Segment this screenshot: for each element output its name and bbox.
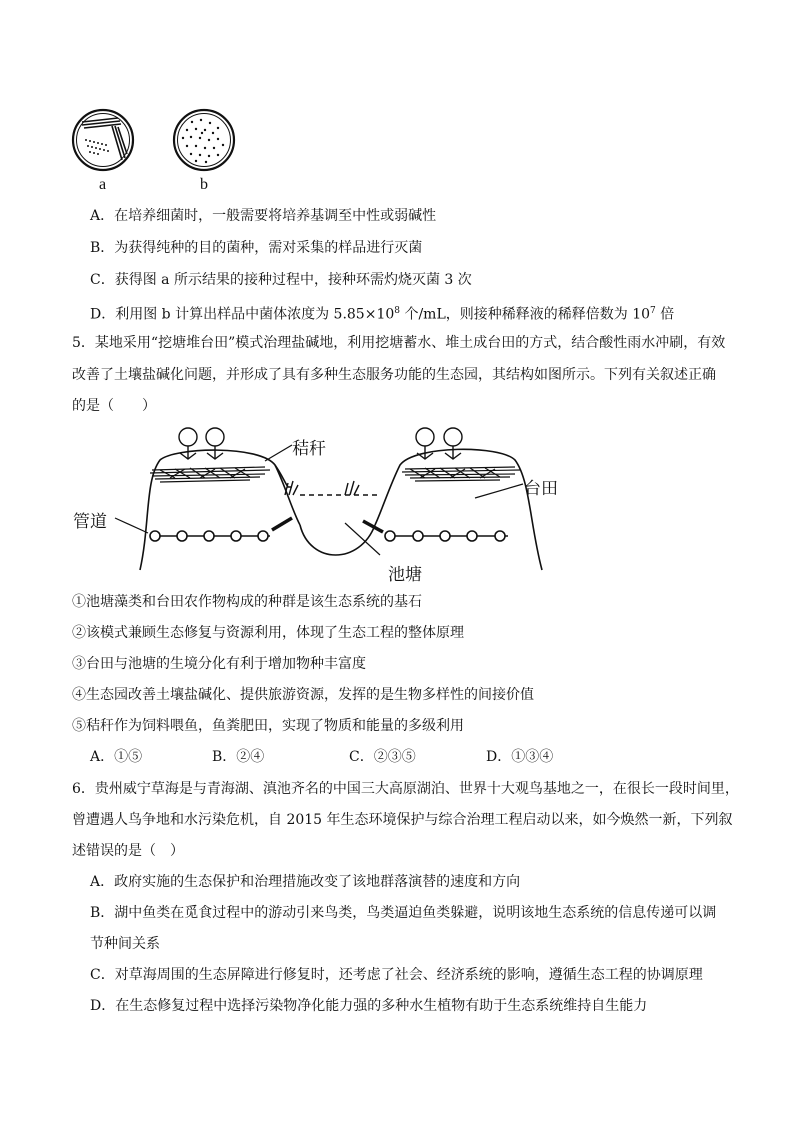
q4-option-a: A．在培养细菌时，一般需要将培养基调至中性或弱碱性 bbox=[90, 208, 437, 224]
petri-dish-b bbox=[174, 110, 234, 170]
q5-statement-2: ②该模式兼顾生态修复与资源利用，体现了生态工程的整体原理 bbox=[72, 625, 464, 641]
colony-dots bbox=[182, 119, 224, 163]
label-pond: 池塘 bbox=[388, 565, 422, 585]
q5-option-c: C．②③⑤ bbox=[349, 749, 416, 765]
label-terrace: 台田 bbox=[524, 479, 558, 499]
label-straw: 秸秆 bbox=[292, 439, 326, 459]
q5-option-b: B．②④ bbox=[212, 749, 265, 765]
petri-dish-figure bbox=[60, 100, 260, 200]
straw-layer-left bbox=[150, 467, 270, 482]
q5-statement-5: ⑤秸秆作为饲料喂鱼，鱼粪肥田，实现了物质和能量的多级利用 bbox=[72, 718, 464, 734]
q5-statement-4: ④生态园改善土壤盐碱化、提供旅游资源，发挥的是生物多样性的间接价值 bbox=[72, 687, 534, 703]
q5-stem-line2: 改善了土壤盐碱化问题，并形成了具有多种生态服务功能的生态园，其结构如图所示。下列有关叙述正确 bbox=[72, 367, 716, 383]
q5-options bbox=[0, 748, 794, 768]
q6-stem-line2: 曾遭遇人鸟争地和水污染危机，自 2015 年生态环境保护与综合治理工程启动以来，如今焕然一新，下列叙 bbox=[72, 812, 733, 828]
label-pipe: 管道 bbox=[73, 512, 107, 532]
q6-option-b-line1: B．湖中鱼类在觅食过程中的游动引来鸟类，鸟类逼迫鱼类躲避，说明该地生态系统的信息传递可以调 bbox=[90, 905, 717, 921]
straw-layer-right bbox=[402, 467, 520, 481]
q6-option-c: C．对草海周围的生态屏障进行修复时，还考虑了社会、经济系统的影响，遵循生态工程的协调原理 bbox=[90, 967, 703, 983]
q6-option-b-line2: 节种间关系 bbox=[90, 936, 160, 952]
q6-stem-line3: 述错误的是（ ） bbox=[72, 843, 184, 859]
tree-icons-right bbox=[416, 428, 462, 459]
q4-option-c: C．获得图 a 所示结果的接种过程中，接种环需灼烧灭菌 3 次 bbox=[90, 272, 472, 288]
q6-option-d: D．在生态修复过程中选择污染物净化能力强的多种水生植物有助于生态系统维持自生能力 bbox=[90, 998, 648, 1014]
tree-icons-left bbox=[179, 428, 224, 459]
q4-option-d: D．利用图 b 计算出样品中菌体浓度为 $5.85\times 10^8$ 个/mL，则接种稀释液的稀释倍数为 $10^7$ 倍 bbox=[90, 306, 675, 323]
q5-stem-line3: 的是（ ） bbox=[72, 398, 156, 414]
pipe-right bbox=[363, 521, 508, 541]
q6-stem-line1: 6．贵州威宁草海是与青海湖、滇池齐名的中国三大高原湖泊、世界十大观鸟基地之一，在很长一段时间里， bbox=[72, 781, 739, 797]
streak-pattern bbox=[82, 118, 127, 160]
aquatic-plant-icons bbox=[285, 481, 359, 495]
figure-label-a: a bbox=[99, 176, 107, 193]
q5-option-a: A．①⑤ bbox=[90, 749, 143, 765]
q5-option-d: D．①③④ bbox=[486, 749, 554, 765]
q5-stem-line1: 5．某地采用“挖塘堆台田”模式治理盐碱地，利用挖塘蓄水、堆土成台田的方式，结合酸性雨水冲刷，有效 bbox=[72, 335, 726, 351]
streak-dots bbox=[85, 139, 109, 155]
q5-statement-3: ③台田与池塘的生境分化有利于增加物种丰富度 bbox=[72, 656, 366, 672]
q4-option-b: B．为获得纯种的目的菌种，需对采集的样品进行灭菌 bbox=[90, 240, 423, 256]
q6-option-a: A．政府实施的生态保护和治理措施改变了该地群落演替的速度和方向 bbox=[90, 874, 521, 890]
right-terrace-outline bbox=[375, 449, 542, 570]
q5-statement-1: ①池塘藻类和台田农作物构成的种群是该生态系统的基石 bbox=[72, 594, 422, 610]
pipe-left bbox=[150, 518, 292, 541]
figure-label-b: b bbox=[200, 176, 208, 193]
